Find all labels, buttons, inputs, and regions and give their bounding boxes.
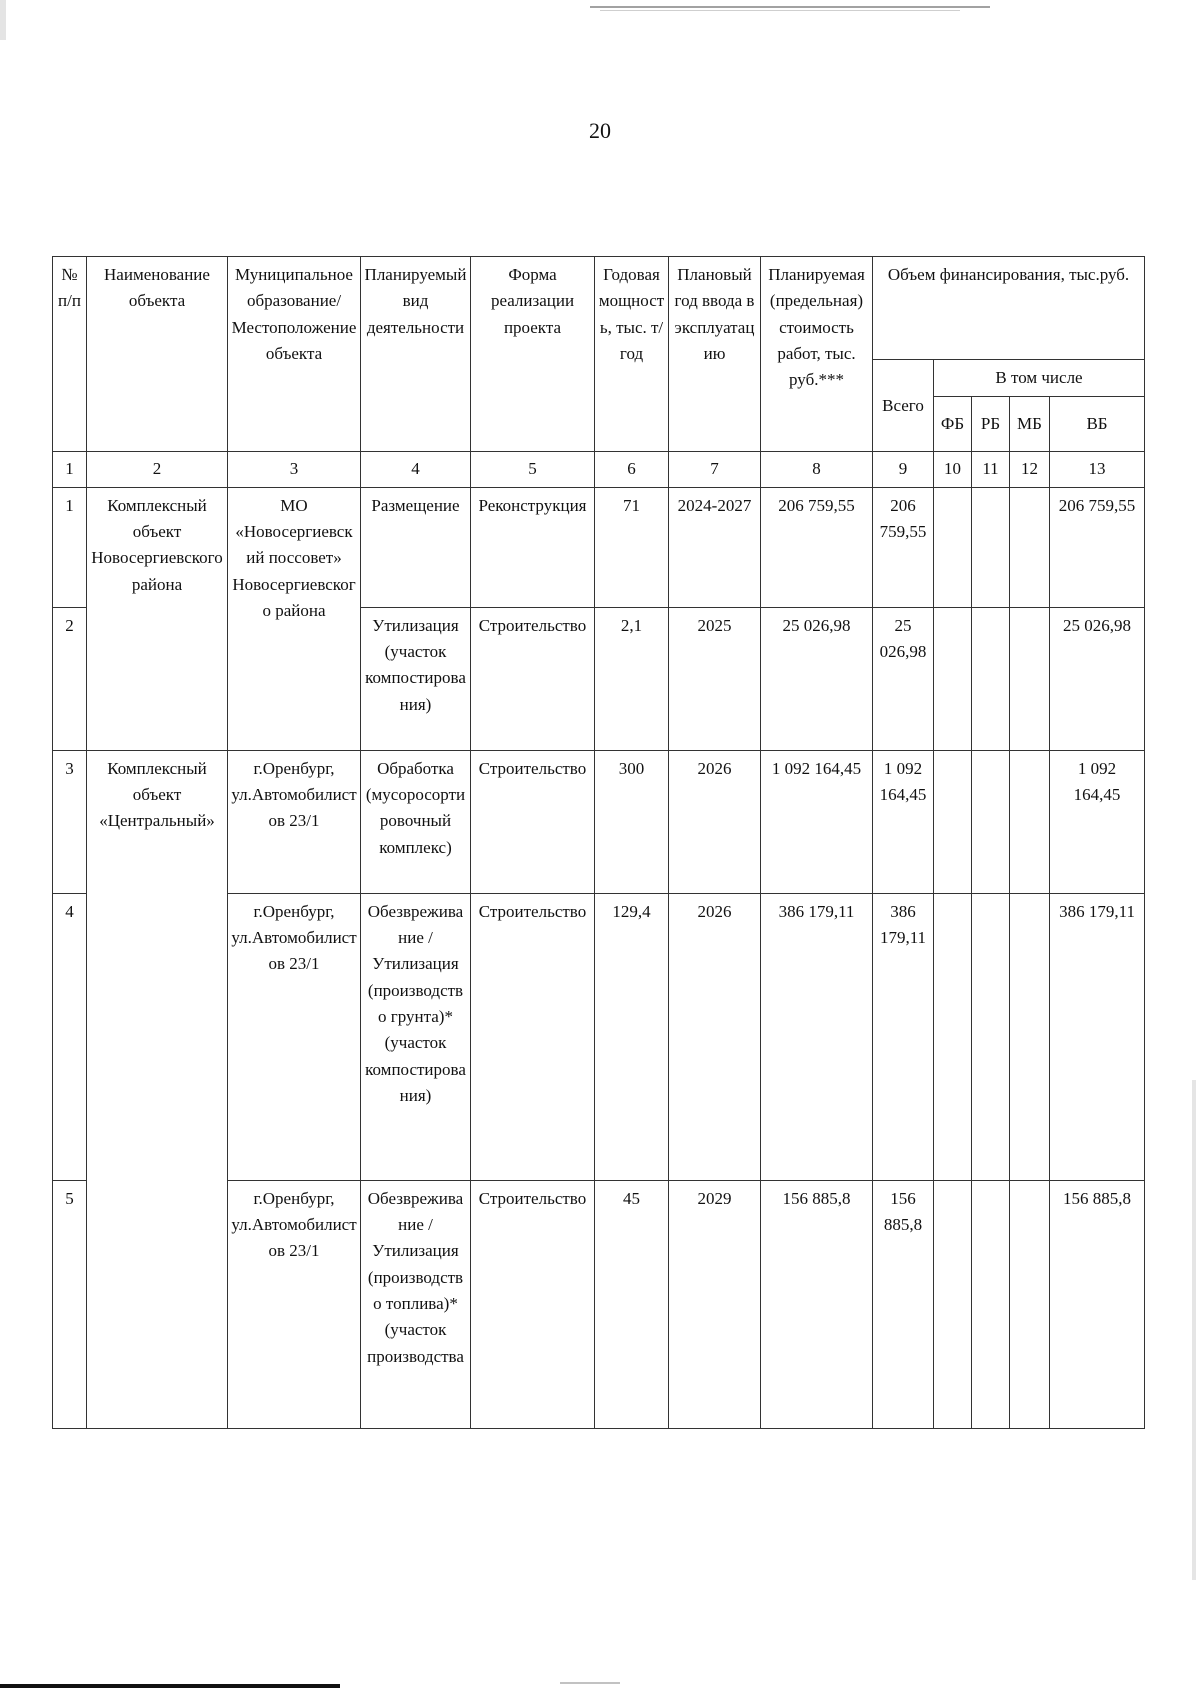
row-num: 2 <box>53 607 87 750</box>
table-row <box>53 487 1145 607</box>
scan-artifact-bottom-secondary <box>560 1682 620 1684</box>
row-mb <box>1010 750 1050 893</box>
row-municipality: г.Оренбург, ул.Автомобилистов 23/1 <box>228 1180 361 1428</box>
row-num: 4 <box>53 893 87 1180</box>
row-cost: 386 179,11 <box>761 893 873 1180</box>
col-number: 10 <box>934 452 972 487</box>
col-number: 5 <box>471 452 595 487</box>
row-activity: Обезвреживание / Утилизация (производство грунта)* (участок компостирования) <box>361 893 471 1180</box>
object-municipality: МО «Новосергиевский поссовет» Новосергиевского района <box>228 487 361 750</box>
row-num: 5 <box>53 1180 87 1428</box>
row-capacity: 300 <box>595 750 669 893</box>
row-fb <box>934 1180 972 1428</box>
header-rb: РБ <box>972 397 1010 452</box>
col-number: 3 <box>228 452 361 487</box>
row-activity: Утилизация (участок компостирования) <box>361 607 471 750</box>
table-row <box>53 750 1145 893</box>
row-num: 1 <box>53 487 87 607</box>
scan-artifact-left <box>0 0 6 40</box>
row-form: Реконструкция <box>471 487 595 607</box>
col-number: 8 <box>761 452 873 487</box>
row-year: 2025 <box>669 607 761 750</box>
row-mb <box>1010 487 1050 607</box>
scan-artifact-top <box>590 6 990 8</box>
row-capacity: 45 <box>595 1180 669 1428</box>
table-header-row <box>53 257 1145 360</box>
row-cost: 1 092 164,45 <box>761 750 873 893</box>
row-cost: 156 885,8 <box>761 1180 873 1428</box>
col-number: 9 <box>873 452 934 487</box>
row-vb: 1 092 164,45 <box>1050 750 1145 893</box>
header-including: В том числе <box>934 360 1145 397</box>
header-vb: ВБ <box>1050 397 1145 452</box>
row-rb <box>972 893 1010 1180</box>
row-year: 2029 <box>669 1180 761 1428</box>
row-cost: 206 759,55 <box>761 487 873 607</box>
row-capacity: 129,4 <box>595 893 669 1180</box>
row-vb: 156 885,8 <box>1050 1180 1145 1428</box>
scan-artifact-top-secondary <box>600 10 960 11</box>
row-mb <box>1010 607 1050 750</box>
col-number: 12 <box>1010 452 1050 487</box>
row-form: Строительство <box>471 1180 595 1428</box>
header-municipality: Муниципальное образование/ Местоположение объекта <box>228 257 361 452</box>
row-activity: Размещение <box>361 487 471 607</box>
row-cost: 25 026,98 <box>761 607 873 750</box>
row-rb <box>972 1180 1010 1428</box>
col-number: 1 <box>53 452 87 487</box>
header-mb: МБ <box>1010 397 1050 452</box>
header-cost: Планируемая (предельная) стоимость работ, тыс. руб.*** <box>761 257 873 452</box>
scan-artifact-bottom <box>0 1684 340 1688</box>
scan-artifact-right <box>1192 1080 1196 1580</box>
row-mb <box>1010 1180 1050 1428</box>
row-total: 1 092 164,45 <box>873 750 934 893</box>
page-number: 20 <box>589 118 611 143</box>
row-vb: 386 179,11 <box>1050 893 1145 1180</box>
row-year: 2026 <box>669 893 761 1180</box>
row-municipality: г.Оренбург, ул.Автомобилистов 23/1 <box>228 893 361 1180</box>
row-mb <box>1010 893 1050 1180</box>
row-activity: Обработка (мусоросортировочный комплекс) <box>361 750 471 893</box>
investment-projects-table <box>52 256 1145 1429</box>
row-form: Строительство <box>471 607 595 750</box>
row-activity: Обезвреживание / Утилизация (производство топлива)* (участок производства <box>361 1180 471 1428</box>
row-rb <box>972 487 1010 607</box>
col-number: 11 <box>972 452 1010 487</box>
row-fb <box>934 487 972 607</box>
row-form: Строительство <box>471 893 595 1180</box>
row-total: 386 179,11 <box>873 893 934 1180</box>
row-total: 156 885,8 <box>873 1180 934 1428</box>
row-vb: 25 026,98 <box>1050 607 1145 750</box>
header-name: Наименование объекта <box>87 257 228 452</box>
row-rb <box>972 607 1010 750</box>
header-num: № п/п <box>53 257 87 452</box>
row-capacity: 71 <box>595 487 669 607</box>
header-financing: Объем финансирования, тыс.руб. <box>873 257 1145 360</box>
row-year: 2024-2027 <box>669 487 761 607</box>
header-total: Всего <box>873 360 934 452</box>
row-vb: 206 759,55 <box>1050 487 1145 607</box>
header-activity: Планируемый вид деятельности <box>361 257 471 452</box>
object-name: Комплексный объект Новосергиевского района <box>87 487 228 750</box>
header-fb: ФБ <box>934 397 972 452</box>
col-number: 4 <box>361 452 471 487</box>
row-total: 206 759,55 <box>873 487 934 607</box>
col-number: 13 <box>1050 452 1145 487</box>
col-number: 6 <box>595 452 669 487</box>
col-number: 7 <box>669 452 761 487</box>
header-year: Плановый год ввода в эксплуатацию <box>669 257 761 452</box>
row-rb <box>972 750 1010 893</box>
row-fb <box>934 893 972 1180</box>
column-number-row <box>53 452 1145 487</box>
row-year: 2026 <box>669 750 761 893</box>
row-fb <box>934 750 972 893</box>
row-municipality: г.Оренбург, ул.Автомобилистов 23/1 <box>228 750 361 893</box>
row-capacity: 2,1 <box>595 607 669 750</box>
header-form: Форма реализации проекта <box>471 257 595 452</box>
object-name: Комплексный объект «Центральный» <box>87 750 228 1428</box>
col-number: 2 <box>87 452 228 487</box>
row-num: 3 <box>53 750 87 893</box>
row-form: Строительство <box>471 750 595 893</box>
row-fb <box>934 607 972 750</box>
header-capacity: Годовая мощность, тыс. т/год <box>595 257 669 452</box>
row-total: 25 026,98 <box>873 607 934 750</box>
